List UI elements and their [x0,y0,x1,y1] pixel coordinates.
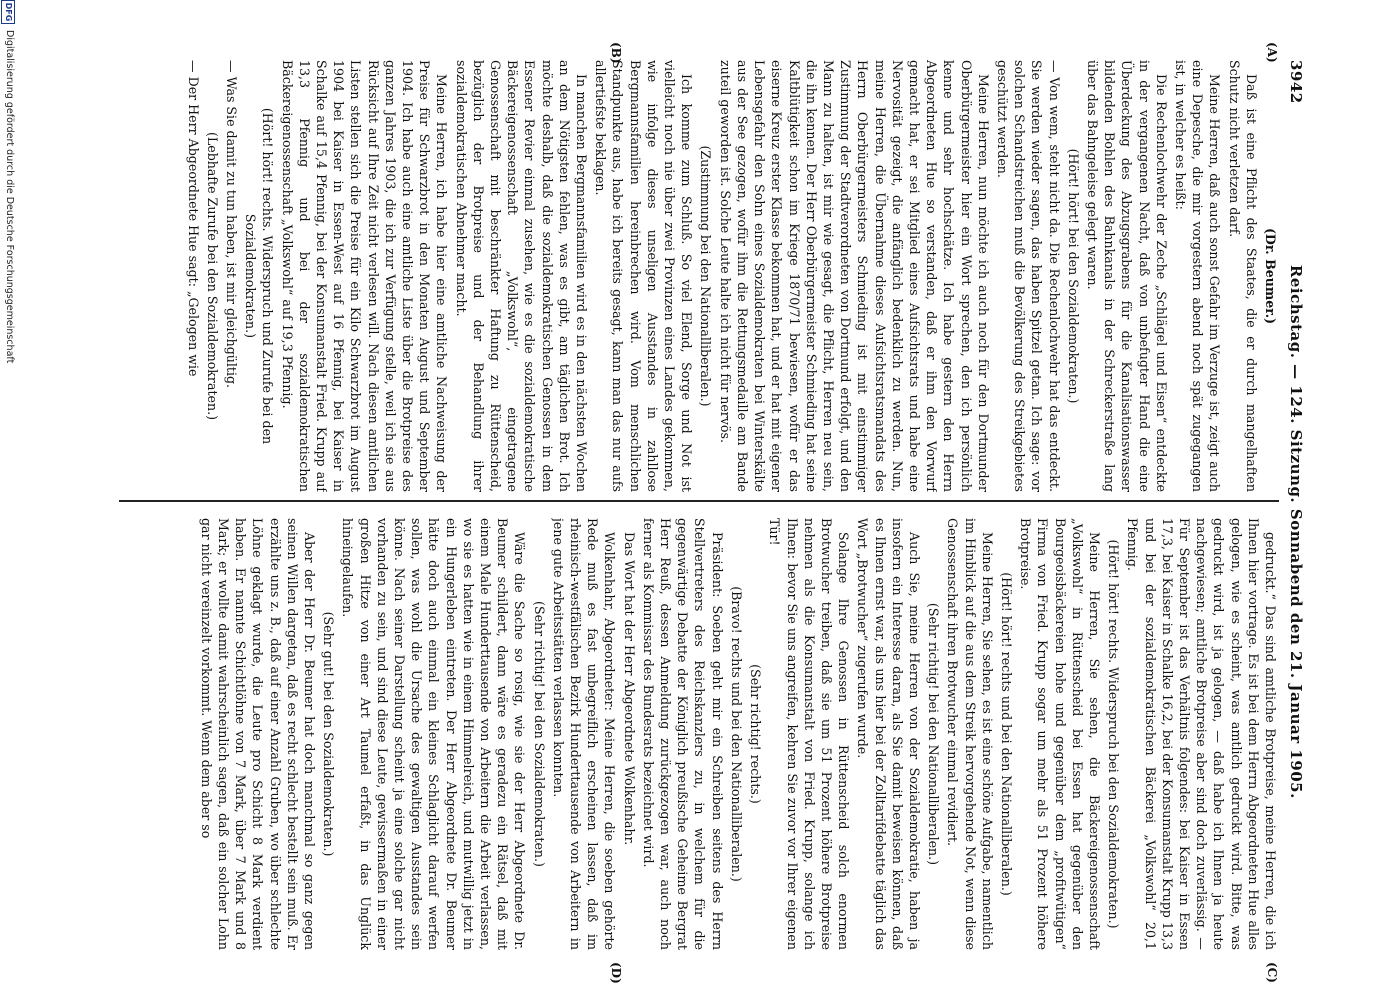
right-paragraph: Solange Ihre Genossen in Rüttenscheid solch enormen Brotwucher treiben, daß sie um 51 Prozent höhere Brotpreise nehmen als die Konsumanstalt von Fried. Krupp, solange ich Ihnen: bevor Sie uns angreifen, kehren Sie zuvor vor Ihrer eigenen Tür! [767,518,852,950]
left-paragraph: Meine Herren, daß auch sonst Gefahr im Verzuge ist, zeigt auch eine Depesche, die mir vorgestern abend noch spät zugegangen ist, in welcher es heißt: [1172,60,1223,492]
margin-marker-a: (A) [1265,42,1279,63]
right-paragraph: Präsident: Soeben geht mir ein Schreiben seitens des Herrn Stellvertreters des Reichskanzlers zu, in welchem für die gegenwärtige Debatte der Königlich preußische Geheime Bergrat Herr Reuß, dessen Anmeldung zurückgezogen war, auch noch ferner als Kommissar des Bundesrats bezeichnet wird. [640,518,725,950]
dfg-logo: DFG [1,0,15,24]
left-paragraph: Meine Herren, ich habe hier eine amtliche Nachweisung der Preise für Schwarzbrot in den Monaten August und September 1904. Ich habe auch eine amtliche Liste über die Brotpreise des ganzen Jahres 1903, die ich zur Verfügung stelle, weil ich sie aus Rücksicht auf Ihre Zeit nicht verlesen will. Nach diesen amtlichen Listen stellen sich die Preise für ein Kilo Schwarzbrot im August 1904 bei Kaiser in Essen-West auf 16 Pfennig, bei Kaiser in Schalke auf 15,4 Pfennig, bei der Konsumanstalt Fried. Krupp auf 13,3 Pfennig und bei der sozialdemokratischen Bäckereigenossenschaft „Volkswohl“ auf 19,3 Pfennig. [279,60,450,492]
right-paragraph: (Hört! hört! rechts und bei den Nationalliberalen.) [998,572,1014,896]
right-paragraph: (Sehr gut! bei den Sozialdemokraten.) [321,611,337,857]
right-paragraph: (Sehr richtig! rechts.) [748,664,764,804]
right-column [119,518,1279,950]
margin-marker-d: (D) [609,962,623,984]
left-paragraph: (Lebhafte Zurufe bei den Sozialdemokraten.) [204,131,220,421]
right-paragraph: (Hört! hört! rechts. Widerspruch bei den Sozialdemokraten.) [1106,539,1122,929]
right-paragraph: Meine Herren, Sie sehen, die Bäckereigenossenschaft „Volkswohl“ in Rüttenscheid bei Essen hat gegenüber den Bourgeoisbäckereien hohe und gegenüber dem „profitwütigen“ Firma von Fried. Krupp sogar um mehr als 51 Prozent höhere Brotpreise. [1018,518,1102,950]
left-paragraph: (Zustimmung bei den Nationalliberalen.) [698,145,714,407]
footer-credit: Digitalisierung gefördert durch die Deutsche Forschungsgemeinschaft [4,30,15,364]
running-title: Reichstag. — 124. Sitzung. Sonnabend den 21. Januar 1905. [1287,264,1305,799]
right-paragraph: Aber der Herr Dr. Beumer hat doch manchmal so ganz gegen seinen Willen dargetan, daß es recht schlecht bestellt sein muß. Er erzählte uns z. B., daß auf einer Anzahl Gruben, wo über schlechte Löhne geklagt wurde, die Leute pro Schicht 8 Mark verdient haben. Er nannte Schichtlöhne von 7 Mark, über 7 Mark und 8 Mark; er wollte damit wahrscheinlich sagen, daß ein solcher Lohn gar nicht vereinzelt vorkommt. Wenn dem aber so [198,518,318,950]
left-paragraph: Meine Herren, nun möchte ich auch noch für den Dortmunder Oberbürgermeister hier ein Wort sprechen, den ich persönlich kenne und sehr hochschätze. Ich habe gestern den Herrn Abgeordneten Hue so verstanden, daß er ihm den Vorwurf gemacht hat, er sei Mitglied eines Aufsichtsrats und habe eine Nervosität gezeigt, die anfänglich bedenklich zu werden. Nun, meine Herren, die Übernahme dieses Aufsichtsratsmandats des Herrn Oberbürgermeisters Schmieding ist mit einstimmiger Zustimmung der Stadtverordneten von Dortmund erfolgt, und den Mann zu halten, ist mir wie gesagt, die Pflicht, Herren neu sein, die ihn kennen. Der Herr Oberbürgermeister Schmieding hat seine Kaltblütigkeit schon im Kriege 1870/71 bewiesen, wofür er das eiserne Kreuz erster Klasse bekommen hat, und er hat mit eigener Lebensgefahr den Sohn eines Sozialdemokraten bei Winterskälte aus der See gezogen, wofür ihm die Rettungsmedaille am Bande zuteil geworden ist. Solche Leute halte ich nicht für nervös. [717,60,991,492]
column-divider [119,500,1279,502]
right-paragraph: (Bravo! rechts und bei den Nationalliberalen.) [728,586,744,882]
left-paragraph: (Hört! hört! rechts. Widerspruch und Zurufe bei den Sozialdemokraten.) [243,107,276,445]
right-paragraph: Wolkenhahr, Abgeordneter: Meine Herren, die soeben gehörte Rede muß es fast unbegreiflich erscheinen lassen, daß im rheinisch-westfälischen Bezirk Hunderttausende von Arbeitern in jene gute Arbeitsstätten verlassen konnten. [550,518,618,950]
right-paragraph: Meine Herren, Sie sehen, es ist eine schöne Aufgabe, namentlich im Hinblick auf die aus dem Streik hervorgehende Not, wenn diese Genossenschaft ihren Brotwucher einmal revidiert. [945,518,995,950]
margin-marker-b: (B) [609,42,623,64]
right-paragraph: (Sehr richtig! bei den Nationalliberalen.) [926,602,942,866]
right-paragraph: Das Wort hat der Herr Abgeordnete Wolkenhahr. [621,532,637,846]
left-paragraph: — Was Sie damit zu tun haben, ist mir gleichgültig. [224,60,240,389]
left-column [119,60,1279,492]
left-paragraph: — Von wem, steht nicht da. Die Rechenlochwehr hat das entdeckt. Sie werden wieder sagen, das haben Spitzel getan. Ich sage: vor solchen Schandstreichen muß die Bevölkerung des Streikgebietes geschützt werden. [994,60,1062,492]
right-paragraph: Wäre die Sache so rosig, wie sie der Herr Abgeordnete Dr. Beumer schildert, dann wäre es geradezu ein Rätsel, daß mit einem Male Hunderttausende von Arbeitern die Arbeit verlassen, wo sie es hatten wie in einem Himmelreich, und mutwillig jetzt in ein Hungerleben eintreten. Der Herr Abgeordnete Dr. Beumer hätte doch auch einmal ein kleines Schlaglicht darauf werfen sollen, was wohl die Ursache des gewaltigen Ausstandes sein könne. Nach seiner Darstellung scheint ja eine solche gar nicht vorhanden zu sein, und sind diese Leute, gewissermaßen in einer großen Hitze von einer Art Taumel erfaßt, in das Unglück hineingelaufen. [340,518,528,950]
left-paragraph: In manchen Bergmannsfamilien wird es in den nächsten Wochen an dem Nötigsten fehlen, was es gibt, am täglichen Brot. Ich möchte deshalb, daß die sozialdemokratischen Genossen in dem Essener Revier einmal zusehen, wie es die sozialdemokratische Bäckereigenossenschaft „Volkswohl“, eingetragene Genossenschaft mit beschränkter Haftung zu Rüttenscheid, bezüglich der Brotpreise und der Behandlung ihrer sozialdemokratischen Abnehmer macht. [453,60,590,492]
right-paragraph: Auch Sie, meine Herren von der Sozialdemokratie, haben ja insofern ein Interesse daran, als Sie damit beweisen können, daß es Ihnen ernst war, als uns hier bei der Zolltarifdebatte täglich das Wort „Brotwucher“ zugerufen wurde. [855,518,922,950]
margin-marker-c: (C) [1265,962,1279,983]
left-paragraph: Die Rechenlochwehr der Zeche „Schlägel und Eisen“ entdeckte in der vergangenen Nacht, daß von unbefugter Hand die eine Überdeckung des Abzugsgrabens für die Kanalisationswasser bildenden Bohlen des Bahnkanals in der Schreckerstraße lang über das Bahngeleise gelegt waren. [1084,60,1169,492]
page-header [1285,60,1307,960]
speaker-label: (Dr. Beumer.) [1263,227,1278,325]
left-paragraph: (Hört! hört! bei den Sozialdemokraten.) [1065,148,1081,404]
left-paragraph: Daß ist eine Pflicht des Staates, die er durch mangelhaften Schutz nicht verletzen darf. [1226,60,1259,492]
right-paragraph: (Sehr richtig! bei den Sozialdemokraten.) [531,601,547,867]
left-paragraph: Ich komme zum Schluß. So viel Elend, Sorge und Not ist vielleicht noch nie über zwei Provinzen eines Landes gekommen, wie infolge dieses unseligen Ausstandes in zahllose Bergmannsfamilien hereinbrechen wird. Vom menschlichen Standpunkte aus, habe ich bereits gesagt, kann man das nur aufs allertiefste beklagen. [593,60,695,492]
page-number: 3942 [1287,60,1305,104]
left-paragraphs [184,60,1259,492]
right-paragraphs [198,518,1279,950]
right-paragraph: gedruckt.“ Das sind amtliche Brotpreise, meine Herren, die ich Ihnen hier vortrage. Es ist bei dem Herrn Abgeordneten Hue alles gelogen, wie es scheint, was amtlich gedruckt wird. Bitte, was gedruckt wird, ist ja gelogen, — daß habe ich Ihnen ja heute nachgewiesen; amtliche Brotpreise aber sind doch zuverlässig. — Für September ist das Verhältnis folgendes: bei Kaiser in Essen 17,3, bei Kaiser in Schalke 16,2, bei der Konsumanstalt Krupp 13,3 und bei der sozialdemokratischen Bäckerei „Volkswohl“ 20,1 Pfennig. [1125,518,1278,950]
left-paragraph: — Der Herr Abgeordnete Hue sagt: „Gelogen wie [185,60,201,377]
